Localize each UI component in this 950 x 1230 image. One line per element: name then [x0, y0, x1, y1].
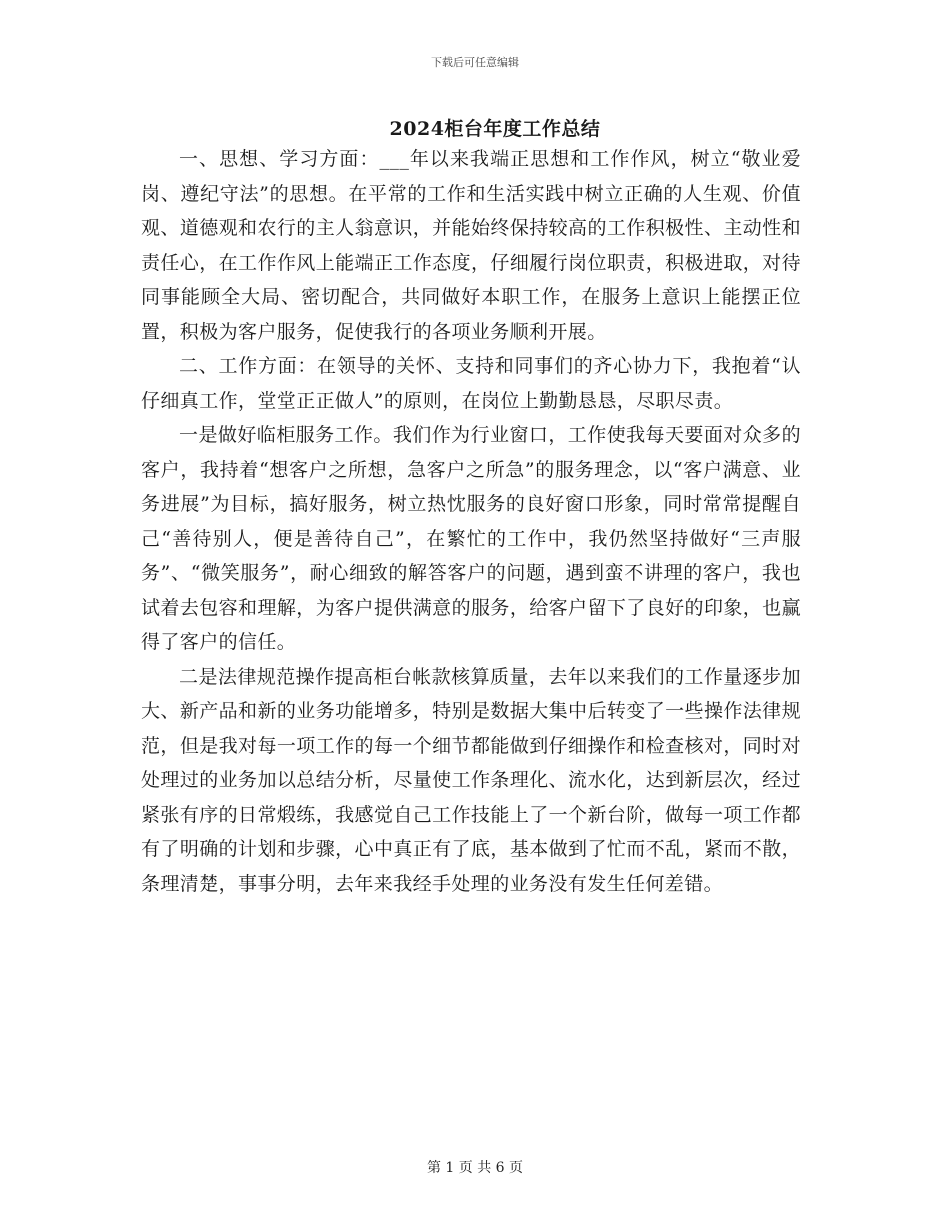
document-title: 2024柜台年度工作总结 — [389, 118, 601, 140]
download-note: 下载后可任意编辑 — [431, 56, 519, 69]
paragraph-work-aspect: 二、工作方面：在领导的关怀、支持和同事们的齐心协力下，我抱着“认仔细真工作，堂堂正正做人”的原则，在岗位上勤勤恳恳，尽职尽责。 — [141, 355, 801, 412]
paragraph-counter-service: 一是做好临柜服务工作。我们作为行业窗口，工作使我每天要面对众多的客户，我持着“想客户之所想，急客户之所急”的服务理念，以“客户满意、业务进展”为目标，搞好服务，树立热忱服务的良好窗口形象，同时常常提醒自己“善待别人，便是善待自己”，在繁忙的工作中，我仍然坚持做好“三声服务”、“微笑服务”，耐心细致的解答客户的问题，遇到蛮不讲理的客户，我也试着去包容和理解，为客户提供满意的服务，给客户留下了良好的印象，也赢得了客户的信任。 — [141, 424, 801, 653]
page-number: 第 1 页 共 6 页 — [426, 1160, 524, 1176]
document-body — [141, 142, 801, 901]
paragraph-accounting-quality: 二是法律规范操作提高柜台帐款核算质量，去年以来我们的工作量逐步加大、新产品和新的业务功能增多，特别是数据大集中后转变了一些操作法律规范，但是我对每一项工作的每一个细节都能做到仔细操作和检查核对，同时对处理过的业务加以总结分析，尽量使工作条理化、流水化，达到新层次，经过紧张有序的日常煅练，我感觉自己工作技能上了一个新台阶，做每一项工作都有了明确的计划和步骤，心中真正有了底，基本做到了忙而不乱，紧而不散，条理清楚，事事分明，去年来我经手处理的业务没有发生任何差错。 — [141, 665, 801, 895]
paragraph-thought-study: 一、思想、学习方面：___年以来我端正思想和工作作风，树立“敬业爱岗、遵纪守法”的思想。在平常的工作和生活实践中树立正确的人生观、价值观、道德观和农行的主人翁意识，并能始终保持较高的工作积极性、主动性和责任心，在工作作风上能端正工作态度，仔细履行岗位职责，积极进取，对待同事能顾全大局、密切配合，共同做好本职工作，在服务上意识上能摆正位置，积极为客户服务，促使我行的各项业务顺利开展。 — [141, 148, 801, 343]
